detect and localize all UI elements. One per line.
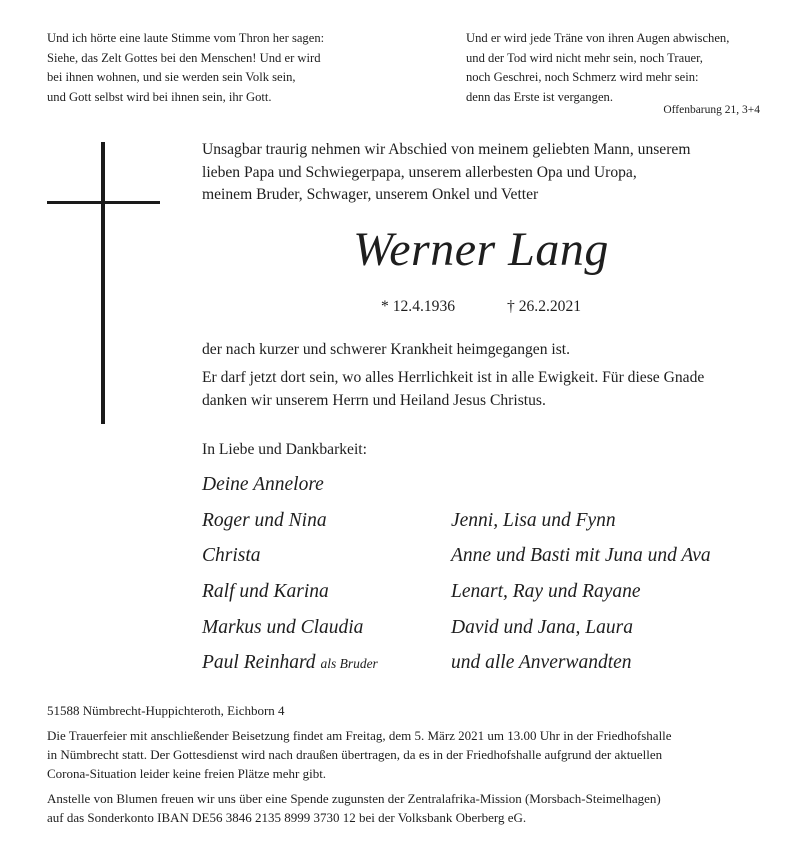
info-line: auf das Sonderkonto IBAN DE56 3846 2135 8999 3730 12 bei der Volksbank Oberberg eG. xyxy=(47,810,527,826)
family-right-2: Lenart, Ray und Rayane xyxy=(451,581,641,602)
deceased-name: Werner Lang xyxy=(353,223,609,276)
info-line: Anstelle von Blumen freuen wir uns über eine Spende zugunsten der Zentralafrika-Mission (Morsbach-Steimelhagen) xyxy=(47,791,661,806)
family-left-4: Markus und Claudia xyxy=(202,617,364,638)
family-right-4: und alle Anverwandten xyxy=(451,652,632,673)
paragraph-line: Er darf jetzt dort sein, wo alles Herrlichkeit ist in alle Ewigkeit. Für diese Gnade xyxy=(202,369,705,386)
funeral-info xyxy=(47,726,760,784)
family-left-1: Roger und Nina xyxy=(202,510,327,531)
family-right-1: Anne und Basti mit Juna und Ava xyxy=(451,545,711,566)
paragraph-faith xyxy=(202,367,760,412)
cross-horizontal-beam xyxy=(47,201,160,204)
verse-line: Und er wird jede Träne von ihren Augen abwischen, xyxy=(466,31,730,45)
paragraph-line: danken wir unserem Herrn und Heiland Jesus Christus. xyxy=(202,391,546,409)
family-suffix: als Bruder xyxy=(320,656,378,671)
family-left-0: Deine Annelore xyxy=(202,474,324,495)
verse-line: und der Tod wird nicht mehr sein, noch Trauer, xyxy=(466,50,703,65)
donation-info xyxy=(47,789,760,827)
family-left-3: Ralf und Karina xyxy=(202,581,329,602)
intro-line: lieben Papa und Schwiegerpapa, unserem allerbesten Opa und Uropa, xyxy=(202,163,637,181)
thanks-line: In Liebe und Dankbarkeit: xyxy=(202,441,367,458)
verse-line: denn das Erste ist vergangen. xyxy=(466,89,614,104)
family-right-3: David und Jana, Laura xyxy=(451,617,633,638)
verse-line: bei ihnen wohnen, und sie werden sein Volk sein, xyxy=(47,70,296,85)
intro-line: meinem Bruder, Schwager, unserem Onkel und Vetter xyxy=(202,186,539,203)
intro-text xyxy=(202,139,760,207)
verse-line: noch Geschrei, noch Schmerz wird mehr sein: xyxy=(466,70,699,85)
info-line: Corona-Situation leider keine freien Plätze mehr gibt. xyxy=(47,766,327,782)
verse-line: und Gott selbst wird bei ihnen sein, ihr Gott. xyxy=(47,89,272,104)
paragraph-passed-away: der nach kurzer und schwerer Krankheit heimgegangen ist. xyxy=(202,341,571,358)
birth-date: * 12.4.1936 xyxy=(381,298,456,315)
info-line: Die Trauerfeier mit anschließender Beisetzung findet am Freitag, dem 5. März 2021 um 13.00 Uhr in der Friedhofshalle xyxy=(47,728,672,743)
death-date: † 26.2.2021 xyxy=(507,298,582,315)
family-right-0: Jenni, Lisa und Fynn xyxy=(451,510,616,531)
verse-line: Und ich hörte eine laute Stimme vom Thron her sagen: xyxy=(47,31,325,45)
family-left-5 xyxy=(202,652,378,674)
info-line: in Nümbrecht statt. Der Gottesdienst wird nach draußen übertragen, da es in der Friedhofshalle aufgrund der aktuellen xyxy=(47,747,663,763)
verse-reference: Offenbarung 21, 3+4 xyxy=(663,104,760,116)
family-left-2: Christa xyxy=(202,545,261,566)
verse-line: Siehe, das Zelt Gottes bei den Menschen! Und er wird xyxy=(47,50,321,65)
verse-left xyxy=(47,29,361,107)
family-name: Paul Reinhard xyxy=(202,652,316,673)
verse-right xyxy=(466,29,760,107)
address: 51588 Nümbrecht-Huppichteroth, Eichborn 4 xyxy=(47,703,285,718)
cross-vertical-beam xyxy=(101,142,105,424)
intro-line: Unsagbar traurig nehmen wir Abschied von meinem geliebten Mann, unserem xyxy=(202,141,691,158)
